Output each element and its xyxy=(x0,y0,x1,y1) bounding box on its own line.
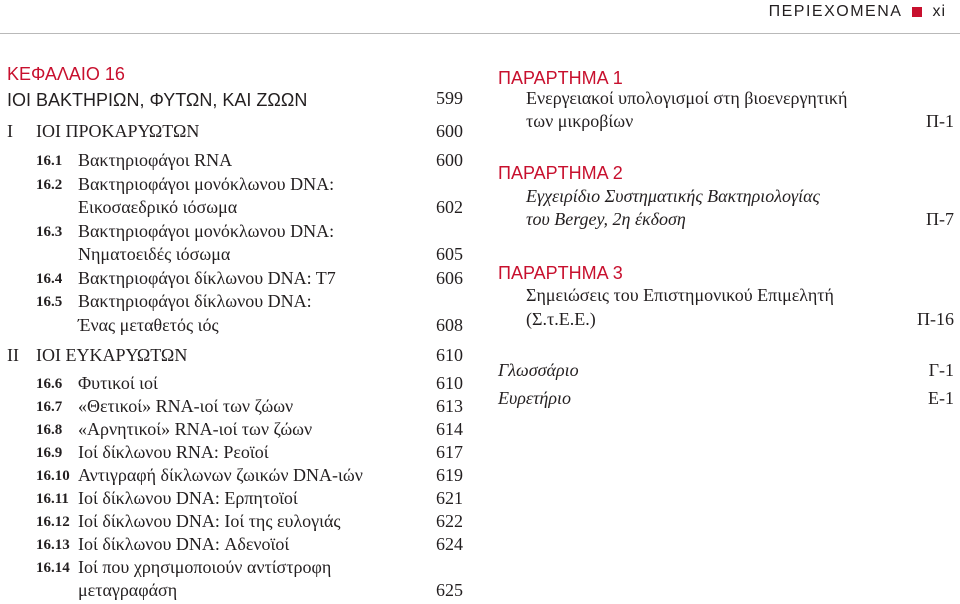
section-title-cont: μεταγραφάση xyxy=(78,580,178,600)
section-page: 624 xyxy=(436,534,463,554)
section-page: 602 xyxy=(436,197,463,217)
part-title: ΙΟΙ ΠΡΟΚΑΡΥΩΤΩΝ xyxy=(36,121,200,141)
index-title: Ευρετήριο xyxy=(498,388,572,408)
appendix-title: Εγχειρίδιο Συστηματικής Βακτηριολογίας xyxy=(526,186,820,206)
section-title: Βακτηριοφάγοι δίκλωνου DNA: xyxy=(78,291,312,311)
section-page: 613 xyxy=(436,396,463,416)
section-title: Ιοί δίκλωνου DNA: Ιοί της ευλογιάς xyxy=(78,511,341,531)
section-number: 16.1 xyxy=(36,153,63,169)
section-page: 600 xyxy=(436,150,463,170)
section-title: «Αρνητικοί» RNA-ιοί των ζώων xyxy=(78,419,313,439)
section-page: 621 xyxy=(436,488,463,508)
section-page: 617 xyxy=(436,442,463,462)
header-rule xyxy=(0,33,960,34)
part-numeral: II xyxy=(7,345,19,365)
section-page: 608 xyxy=(436,315,463,335)
section-title: Ιοί που χρησιμοποιούν αντίστροφη xyxy=(78,557,332,577)
section-title: Ιοί δίκλωνου DNA: Αδενοϊοί xyxy=(78,534,290,554)
appendix-title: Ενεργειακοί υπολογισμοί στη βιοενεργητική xyxy=(526,88,848,108)
glossary-title: Γλωσσάριο xyxy=(498,360,579,380)
appendix-label: ΠΑΡΑΡΤΗΜΑ 2 xyxy=(498,163,623,183)
section-number: 16.2 xyxy=(36,177,63,193)
section-page: 605 xyxy=(436,244,463,264)
appendix-title: Σημειώσεις του Επιστημονικού Επιμελητή xyxy=(526,285,834,305)
section-page: 606 xyxy=(436,268,463,288)
appendix-page: Π-16 xyxy=(917,309,954,329)
section-page: 622 xyxy=(436,511,463,531)
part-page: 610 xyxy=(436,345,463,365)
section-title: Βακτηριοφάγοι RNA xyxy=(78,150,233,170)
square-bullet-icon xyxy=(912,7,922,17)
part-page: 600 xyxy=(436,121,463,141)
part-numeral: I xyxy=(7,121,13,141)
section-number: 16.10 xyxy=(36,468,70,484)
section-title: Βακτηριοφάγοι μονόκλωνου DNA: xyxy=(78,174,335,194)
section-page: 619 xyxy=(436,465,463,485)
chapter-label: ΚΕΦΑΛΑΙΟ 16 xyxy=(7,64,125,84)
chapter-page: 599 xyxy=(436,88,463,108)
appendix-page: Π-1 xyxy=(926,111,954,131)
section-page: 614 xyxy=(436,419,463,439)
section-number: 16.5 xyxy=(36,294,63,310)
index-page: Ε-1 xyxy=(928,388,954,408)
running-head xyxy=(769,3,946,21)
section-title: Αντιγραφή δίκλωνων ζωικών DNA-ιών xyxy=(78,465,363,485)
section-page: 625 xyxy=(436,580,463,600)
section-title: Ιοί δίκλωνου RNA: Ρεοϊοί xyxy=(78,442,269,462)
section-number: 16.12 xyxy=(36,514,70,530)
running-title: ΠΕΡΙΕΧΟΜΕΝΑ xyxy=(768,3,903,20)
appendix-title-cont: των μικροβίων xyxy=(526,111,634,131)
section-number: 16.8 xyxy=(36,422,63,438)
page-number: xi xyxy=(932,3,946,20)
part-title: ΙΟΙ ΕΥΚΑΡΥΩΤΩΝ xyxy=(36,345,188,365)
section-title: Βακτηριοφάγοι δίκλωνου DNA: T7 xyxy=(78,268,336,288)
section-title-cont: Εικοσαεδρικό ιόσωμα xyxy=(78,197,238,217)
chapter-title: ΙΟΙ ΒΑΚΤΗΡΙΩΝ, ΦΥΤΩΝ, ΚΑΙ ΖΩΩΝ xyxy=(7,90,308,110)
appendix-page: Π-7 xyxy=(926,209,954,229)
appendix-title-cont: (Σ.τ.Ε.Ε.) xyxy=(526,309,596,329)
section-title: «Θετικοί» RNA-ιοί των ζώων xyxy=(78,396,294,416)
appendix-title-cont: του Bergey, 2η έκδοση xyxy=(526,209,686,229)
section-number: 16.6 xyxy=(36,376,63,392)
appendix-label: ΠΑΡΑΡΤΗΜΑ 3 xyxy=(498,263,623,283)
appendix-label: ΠΑΡΑΡΤΗΜΑ 1 xyxy=(498,68,623,88)
section-number: 16.14 xyxy=(36,560,70,576)
section-title: Φυτικοί ιοί xyxy=(78,373,158,393)
section-title: Ιοί δίκλωνου DNA: Ερπητοϊοί xyxy=(78,488,298,508)
section-title: Βακτηριοφάγοι μονόκλωνου DNA: xyxy=(78,221,335,241)
glossary-page: Γ-1 xyxy=(928,360,954,380)
section-title-cont: Νηματοειδές ιόσωμα xyxy=(78,244,231,264)
section-number: 16.11 xyxy=(36,491,69,507)
section-number: 16.13 xyxy=(36,537,70,553)
section-page: 610 xyxy=(436,373,463,393)
section-title-cont: Ένας μεταθετός ιός xyxy=(78,315,219,335)
section-number: 16.3 xyxy=(36,224,63,240)
section-number: 16.7 xyxy=(36,399,63,415)
section-number: 16.4 xyxy=(36,271,63,287)
section-number: 16.9 xyxy=(36,445,63,461)
